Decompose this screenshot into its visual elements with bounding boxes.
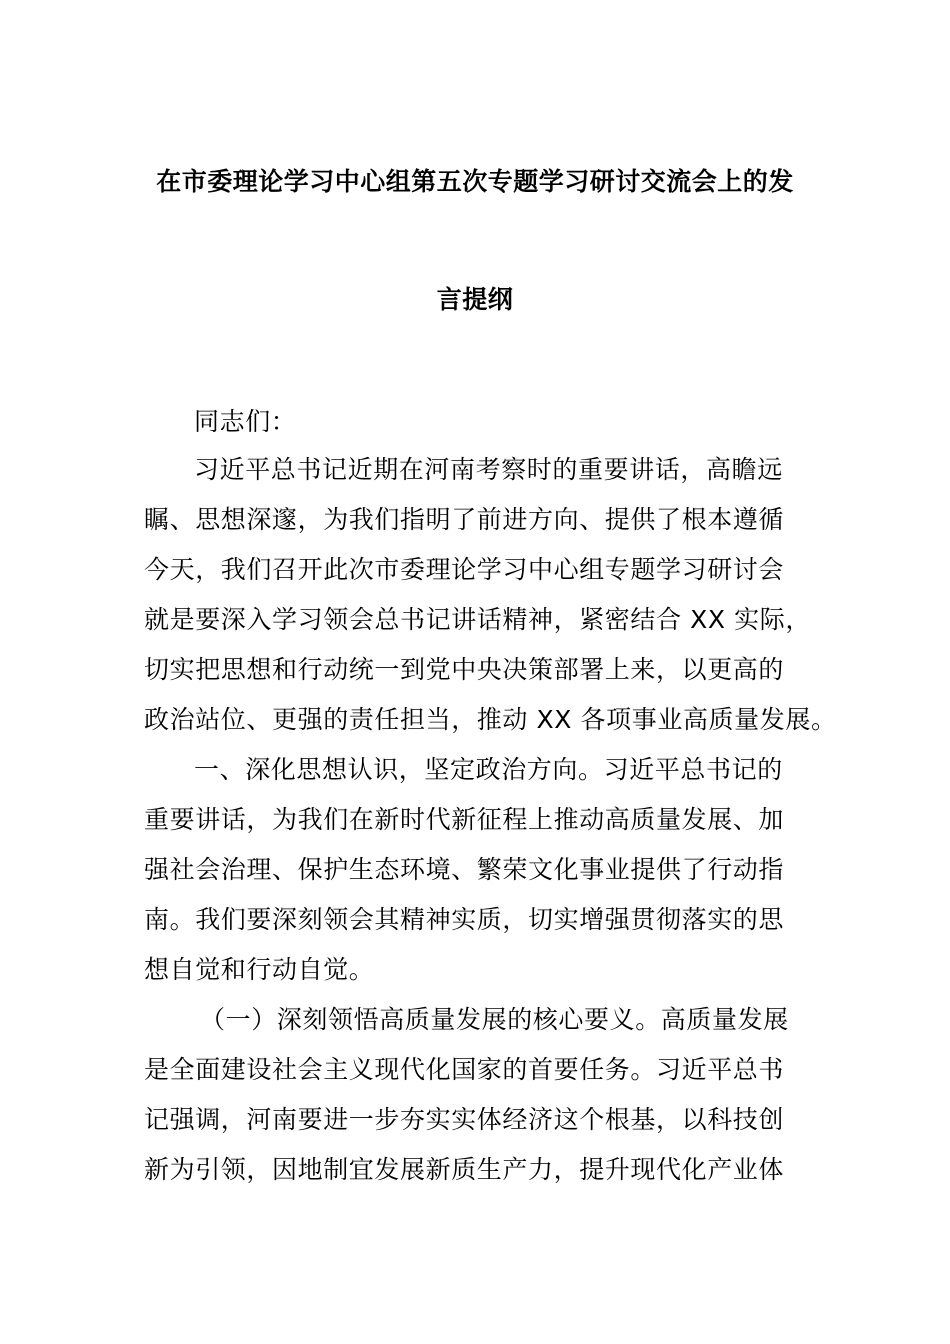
paragraph-line: 重要讲话，为我们在新时代新征程上推动高质量发展、加	[144, 805, 785, 834]
paragraph-line: 南。我们要深刻领会其精神实质，切实增强贯彻落实的思	[144, 905, 785, 934]
document-title-line-2: 言提纲	[436, 285, 514, 314]
subsection-heading-line: （一）深刻领悟高质量发展的核心要义。高质量发展	[200, 1005, 789, 1034]
paragraph-line: 政治站位、更强的责任担当，推动 XX 各项事业高质量发展。	[144, 705, 837, 734]
paragraph-line: 强社会治理、保护生态环境、繁荣文化事业提供了行动指	[144, 855, 785, 884]
section-heading-line: 一、深化思想认识，坚定政治方向。习近平总书记的	[194, 755, 783, 784]
document-title-line-1: 在市委理论学习中心组第五次专题学习研讨交流会上的发	[156, 167, 794, 196]
paragraph-line: 今天，我们召开此次市委理论学习中心组专题学习研讨会	[144, 555, 785, 584]
paragraph-line: 是全面建设社会主义现代化国家的首要任务。习近平总书	[144, 1055, 785, 1084]
paragraph-line: 切实把思想和行动统一到党中央决策部署上来，以更高的	[144, 655, 785, 684]
paragraph-line: 想自觉和行动自觉。	[144, 955, 375, 984]
paragraph-line: 新为引领，因地制宜发展新质生产力，提升现代化产业体	[144, 1155, 785, 1184]
paragraph-line: 就是要深入学习领会总书记讲话精神，紧密结合 XX 实际，	[144, 605, 811, 634]
paragraph-line: 习近平总书记近期在河南考察时的重要讲话，高瞻远	[194, 455, 783, 484]
paragraph-line: 记强调，河南要进一步夯实实体经济这个根基，以科技创	[144, 1105, 785, 1134]
salutation: 同志们：	[194, 407, 297, 436]
paragraph-line: 瞩、思想深邃，为我们指明了前进方向、提供了根本遵循	[144, 505, 785, 534]
